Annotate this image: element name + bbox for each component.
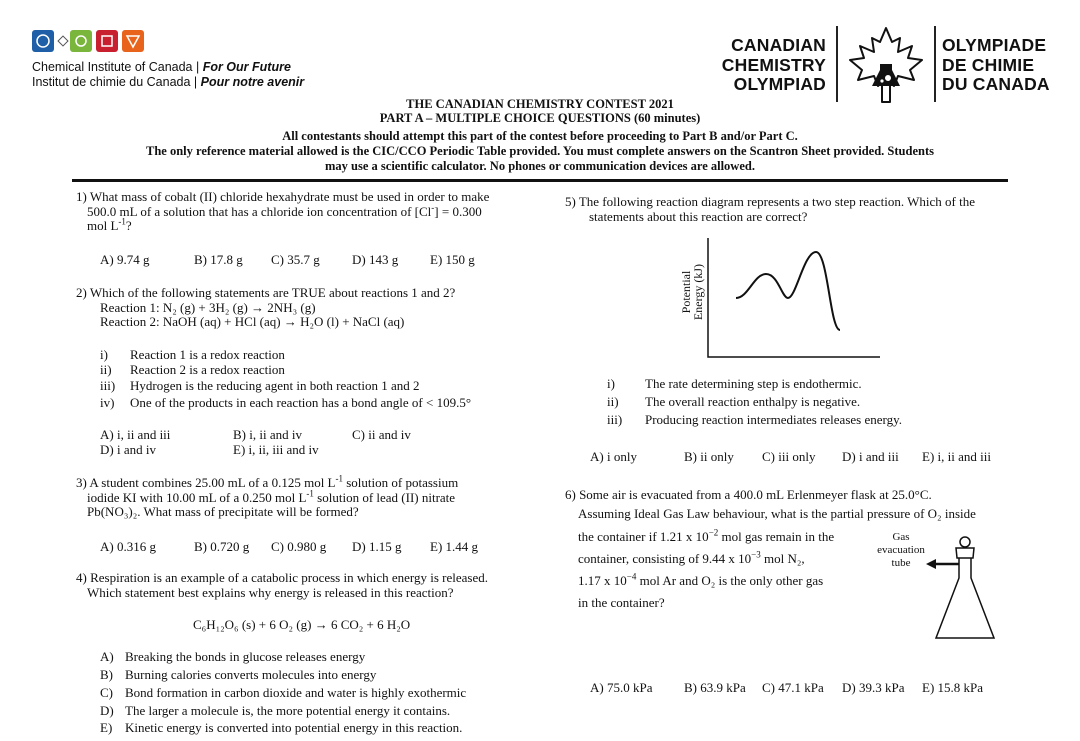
q4-option-a[interactable]: A) Breaking the bonds in glucose releases energy: [100, 649, 366, 664]
q5-option-b[interactable]: B) ii only: [684, 449, 734, 464]
q2-option-c[interactable]: C) ii and iv: [352, 427, 411, 442]
cco-name-fr: OLYMPIADE DE CHIMIE DU CANADA: [942, 35, 1050, 94]
q6-option-a[interactable]: A) 75.0 kPa: [590, 680, 653, 695]
erlenmeyer-flask-icon: [920, 534, 1010, 646]
logo-marks: [32, 30, 144, 52]
q6-option-b[interactable]: B) 63.9 kPa: [684, 680, 746, 695]
q3-option-c[interactable]: C) 0.980 g: [271, 539, 327, 554]
q4-option-c[interactable]: C) Bond formation in carbon dioxide and water is highly exothermic: [100, 685, 467, 700]
q5-option-a[interactable]: A) i only: [590, 449, 637, 464]
org-name-fr: Institut de chimie du Canada | Pour notre avenir: [32, 75, 305, 89]
q2-statement-3: iii) Hydrogen is the reducing agent in both reaction 1 and 2: [100, 378, 420, 393]
cco-divider-left: [836, 26, 838, 102]
q6-option-d[interactable]: D) 39.3 kPa: [842, 680, 905, 695]
q4-option-b[interactable]: B) Burning calories converts molecules into energy: [100, 667, 377, 682]
part-title: PART A – MULTIPLE CHOICE QUESTIONS (60 minutes): [379, 111, 701, 125]
question-2: 2) Which of the following statements are TRUE about reactions 1 and 2? Reaction 1: N₂ (g) + 3H₂ (g) → 2NH₃ (g) Reaction 2: NaOH (aq) + HCl (aq) → H₂O (l) + NaCl (aq): [76, 285, 456, 329]
q2-option-e[interactable]: E) i, ii, iii and iv: [233, 442, 319, 457]
q3-option-e[interactable]: E) 1.44 g: [430, 539, 479, 554]
q5-statement-2: ii) The overall reaction enthalpy is negative.: [607, 394, 861, 409]
question-1: 1) What mass of cobalt (II) chloride hexahydrate must be used in order to make 500.0 mL of a solution that has a chloride ion concentration of [Cl-] = 0.300 mol $L^{-1}$?: [76, 189, 490, 233]
q5-option-d[interactable]: D) i and iii: [842, 449, 899, 464]
q2-option-d[interactable]: D) i and iv: [100, 442, 156, 457]
q3-option-b[interactable]: B) 0.720 g: [194, 539, 250, 554]
gas-evacuation-label: Gas evacuation tube: [877, 531, 925, 569]
q4-option-e[interactable]: E) Kinetic energy is converted into potential energy in this reaction.: [100, 720, 463, 735]
cco-divider-right: [934, 26, 936, 102]
q5-statement-3: iii) Producing reaction intermediates releases energy.: [607, 412, 903, 427]
instructions-line-2: The only reference material allowed is the CIC/CCO Periodic Table provided. You must complete answers on the Scantron Sheet provided. Students: [146, 144, 934, 158]
q1-option-d[interactable]: D) 143 g: [352, 252, 399, 267]
q2-statement-1: i) Reaction 1 is a redox reaction: [100, 347, 285, 362]
question-6: 6) Some air is evacuated from a 400.0 mL Erlenmeyer flask at 25.0°C. Assuming Ideal Gas Law behaviour, what is the partial pressure of O₂ inside: [565, 487, 976, 521]
q2-statement-4: iv) One of the products in each reaction has a bond angle of < 109.5°: [100, 395, 472, 410]
q2-option-b[interactable]: B) i, ii and iv: [233, 427, 302, 442]
q5-option-e[interactable]: E) i, ii and iii: [922, 449, 991, 464]
reaction-energy-curve: [706, 230, 882, 360]
question-3: 3) A student combines 25.00 mL of a 0.125 mol $L^{-1}$ solution of potassium iodide KI with 10.00 mL of a 0.250 mol $L^{-1}$ solution of lead (II) nitrate Pb(NO₃)₂. What mass of precipitate will be formed?: [76, 473, 459, 519]
maple-leaf-flask-icon: [842, 24, 930, 106]
q4-option-d[interactable]: D) The larger a molecule is, the more potential energy it contains.: [100, 703, 451, 718]
q6-option-e[interactable]: E) 15.8 kPa: [922, 680, 984, 695]
q1-option-c[interactable]: C) 35.7 g: [271, 252, 320, 267]
q1-option-b[interactable]: B) 17.8 g: [194, 252, 243, 267]
reaction-diagram: [672, 230, 882, 360]
q5-statement-1: i) The rate determining step is endothermic.: [607, 376, 862, 391]
instructions-line-1: All contestants should attempt this part of the contest before proceeding to Part B and/or Part C.: [282, 129, 798, 143]
q1-option-e[interactable]: E) 150 g: [430, 252, 475, 267]
question-6-continued: the container if 1.21 x $10^{-2}$ mol gas remain in the container, consisting of 9.44 x $10^{-3}$ mol N₂, 1.17 x $10^{-4}$ mol Ar and O₂ is the only other gas in the container?: [578, 527, 835, 610]
q4-equation: C₆H₁₂O₆ (s) + 6 O₂ (g) → 6 CO₂ + 6 H₂O: [193, 617, 411, 632]
q5-option-c[interactable]: C) iii only: [762, 449, 816, 464]
q3-option-d[interactable]: D) 1.15 g: [352, 539, 402, 554]
instructions-line-3: may use a scientific calculator. No phones or communication devices are allowed.: [325, 159, 755, 173]
q6-option-c[interactable]: C) 47.1 kPa: [762, 680, 824, 695]
question-4: 4) Respiration is an example of a catabolic process in which energy is released. Which statement best explains why energy is released in this reaction?: [76, 570, 489, 600]
q1-option-a[interactable]: A) 9.74 g: [100, 252, 150, 267]
org-name-en: Chemical Institute of Canada | For Our Future: [32, 60, 291, 74]
reaction-diagram-ylabel: Potential Energy (kJ): [679, 263, 705, 321]
q2-statement-2: ii) Reaction 2 is a redox reaction: [100, 362, 285, 377]
q3-option-a[interactable]: A) 0.316 g: [100, 539, 156, 554]
header-rule: [72, 179, 1008, 182]
cco-name-en: CANADIAN CHEMISTRY OLYMPIAD: [721, 35, 826, 94]
question-5: 5) The following reaction diagram represents a two step reaction. Which of the statements about this reaction are correct?: [565, 194, 975, 224]
q2-option-a[interactable]: A) i, ii and iii: [100, 427, 171, 442]
contest-title: THE CANADIAN CHEMISTRY CONTEST 2021: [406, 97, 674, 111]
